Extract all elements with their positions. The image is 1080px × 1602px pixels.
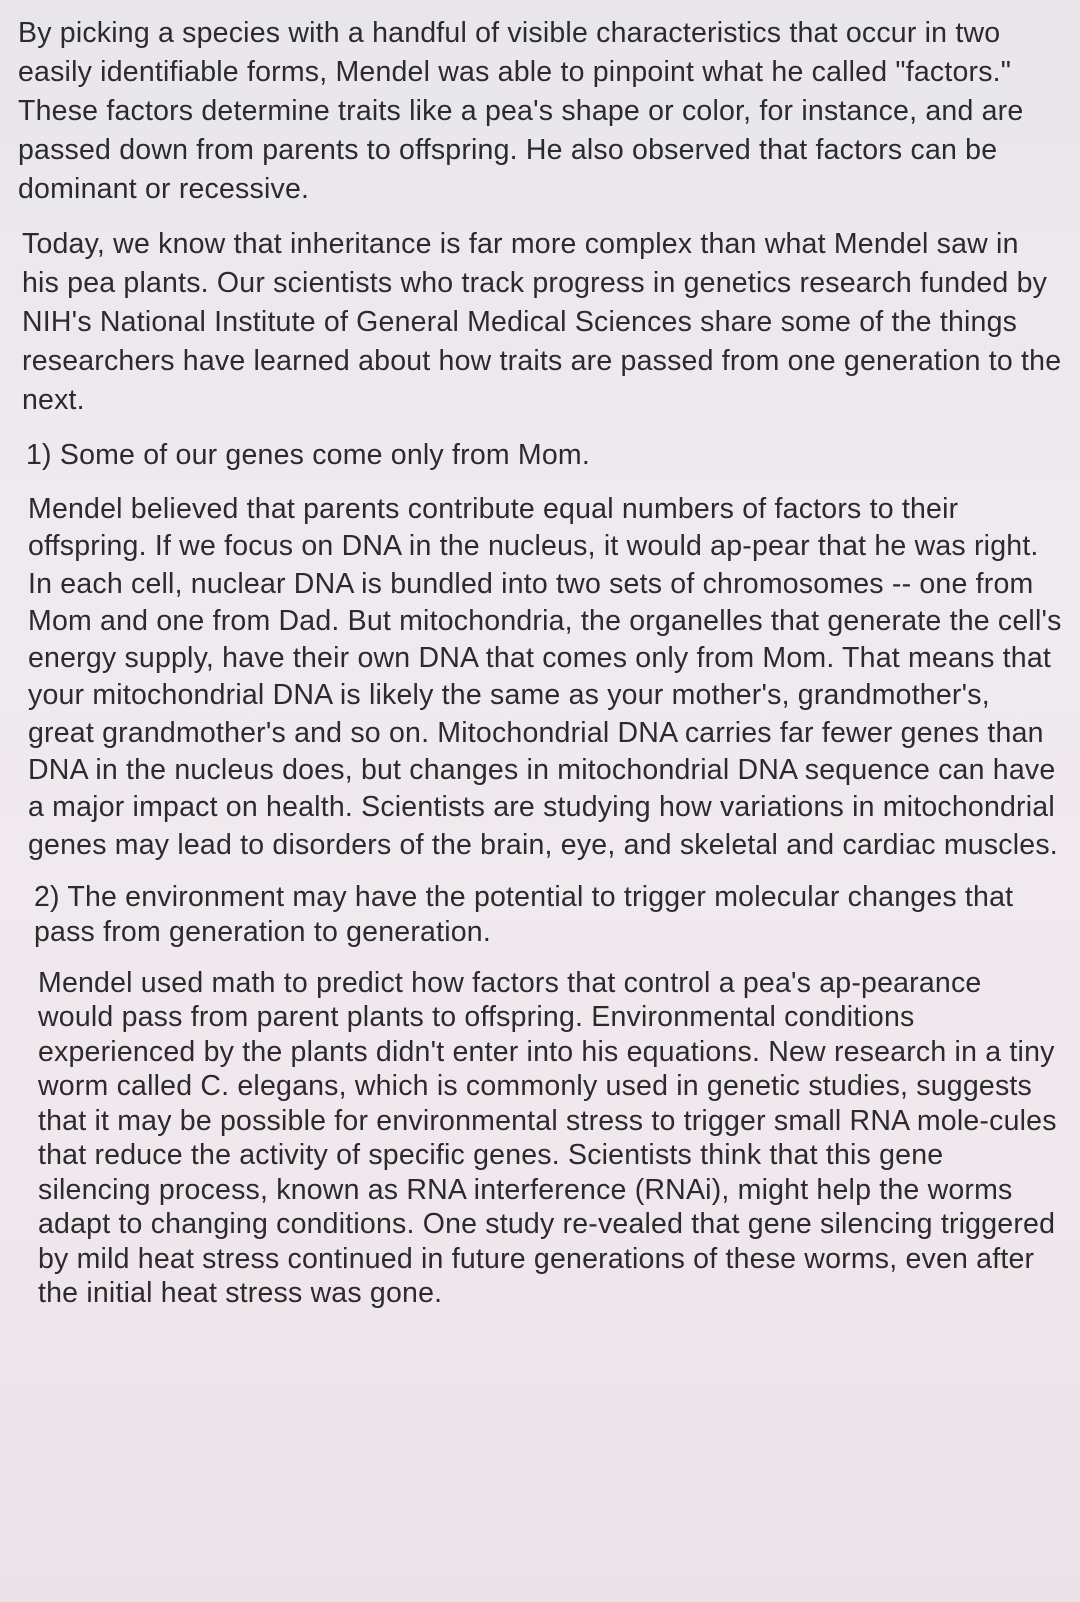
environment-paragraph: Mendel used math to predict how factors that control a pea's ap-pearance would pass from parent plants to offspring. Environmental conditions experienced by the plants didn't enter into his equations. New research in a tiny worm called C. elegans, which is commonly used in genetic studies, suggests that it may be possible for environmental stress to trigger small RNA mole-cules that reduce the activity of specific genes. Scientists think that this gene silencing process, known as RNA interference (RNAi), might help the worms adapt to changing conditions. One study re-vealed that gene silencing triggered by mild heat stress continued in future generations of these worms, even after the initial heat stress was gone. (38, 966, 1057, 1310)
intro-paragraph: By picking a species with a handful of visible characteristics that occur in two easily identifiable forms, Mendel was able to pinpoint what he called "factors." These factors determine traits like a pea's shape or color, for instance, and are passed down from parents to offspring. He also observed that factors can be dominant or recessive. (18, 17, 1024, 205)
article-body (18, 14, 1063, 1311)
section-heading-1: 1) Some of our genes come only from Mom. (26, 439, 590, 471)
section-heading-2: 2) The environment may have the potential to trigger molecular changes that pass from generation to generation. (34, 880, 1014, 948)
mitochondria-paragraph: Mendel believed that parents contribute equal numbers of factors to their offspring. If we focus on DNA in the nucleus, it would ap-pear that he was right. In each cell, nuclear DNA is bundled into two sets of chromosomes -- one from Mom and one from Dad. But mitochondria, the organelles that generate the cell's energy supply, have their own DNA that comes only from Mom. That means that your mitochondrial DNA is likely the same as your mother's, grandmother's, great grandmother's and so on. Mitochondrial DNA carries far fewer genes than DNA in the nucleus does, but changes in mitochondrial DNA sequence can have a major impact on health. Scientists are studying how variations in mitochondrial genes may lead to disorders of the brain, eye, and skeletal and cardiac muscles. (28, 493, 1062, 861)
context-paragraph: Today, we know that inheritance is far more complex than what Mendel saw in his pea plants. Our scientists who track progress in genetics research funded by NIH's National Institute of General Medical Sciences share some of the things researchers have learned about how traits are passed from one generation to the next. (22, 228, 1062, 416)
